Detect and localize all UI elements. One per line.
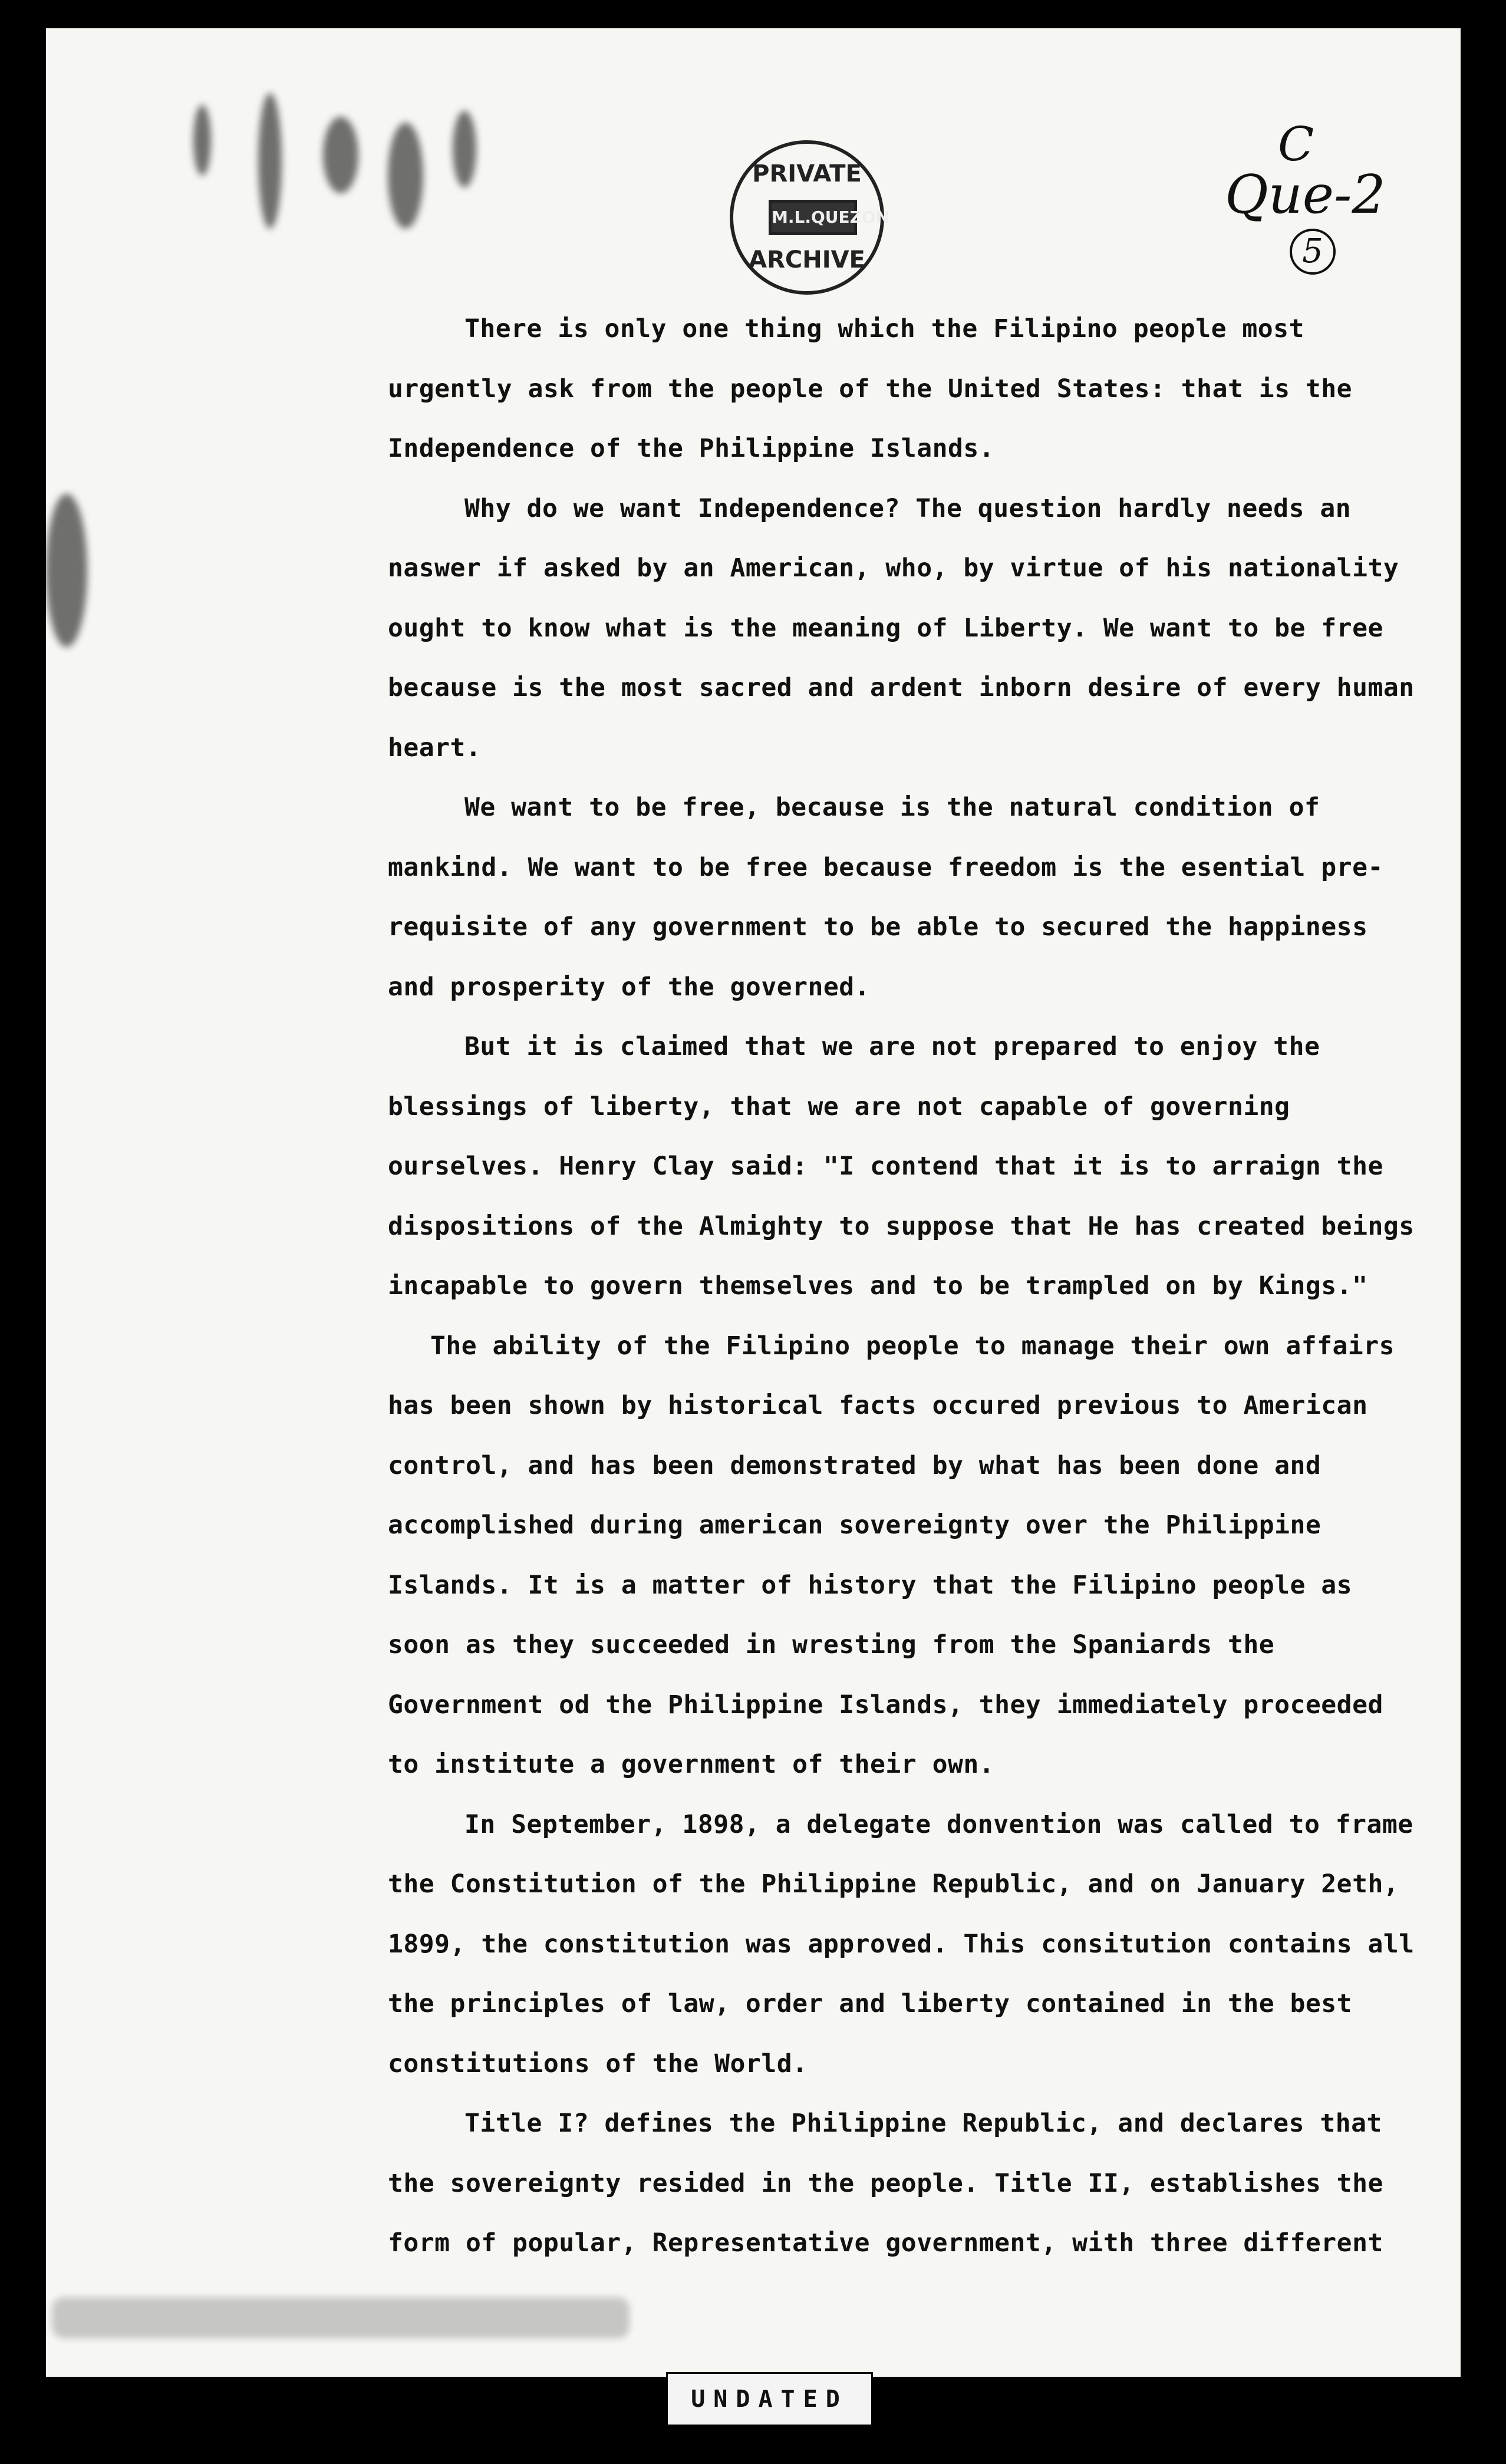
reference-circled-number: 5 [1290,229,1336,275]
stamp-top-text: PRIVATE [752,160,862,187]
paragraph-1: There is only one thing which the Filipino people most urgently ask from the people of the United States: that is the Independence of the Philippine Islands. [388,314,1353,463]
stamp-name-box [769,200,890,235]
paragraph-2: Why do we want Independence? The question hardly needs an naswer if asked by an American, who, by virtue of his nationality ought to know what is the meaning of Liberty. We want to be free because is the most sacred and ardent inborn desire of every human heart. [388,493,1415,763]
archive-stamp [730,140,890,295]
ink-smudge [453,111,476,187]
paragraph-5: The ability of the Filipino people to manage their own affairs has been shown by historical facts occured previous to American control, and has been demonstrated by what has been done and accomplished during american sovereignty over the Philippine Islands. It is a matter of history that the Filipino people as soon as they succeeded in wresting from the Spaniards the Government od the Philippine Islands, they immediately proceeded to institute a government of their own. [388,1331,1395,1779]
stamp-bottom-text: ARCHIVE [749,246,865,273]
reference-line2: Que-2 [1225,164,1386,226]
stamp-name-text: M.L.QUEZON [772,207,890,227]
paragraph-7: Title I? defines the Philippine Republic, and declares that the sovereignty resided in the people. Title II, establishes the form of popular, Representative government, with three different [388,2109,1383,2258]
paragraph-3: We want to be free, because is the natural condition of mankind. We want to be free because freedom is the esential pre-requisite of any government to be able to secured the happiness and prosperity of the governed. [388,793,1383,1002]
ink-smudge [323,117,358,193]
paragraph-4: But it is claimed that we are not prepared to enjoy the blessings of liberty, that we are not capable of governing ourselves. Henry Clay said: "I contend that it is to arraign the dispositions of the Almighty to suppose that He has created beings incapable to govern themselves and to be trampled on by Kings." [388,1032,1415,1301]
reference-line1: C [1278,117,1314,171]
ink-smudge [258,93,282,229]
paragraph-6: In September, 1898, a delegate donvention was called to frame the Constitution of the Philippine Republic, and on January 2eth, 1899, the constitution was approved. This consitution contains all the principles of law, order and liberty contained in the best constitutions of the World. [388,1809,1415,2079]
document-page [46,28,1461,2377]
document-body [388,299,1425,2274]
ink-smudge [388,123,423,229]
ink-smudge [193,105,211,176]
ink-smudge [52,2297,630,2338]
ink-smudge [46,494,87,647]
undated-label: UNDATED [666,2372,873,2426]
